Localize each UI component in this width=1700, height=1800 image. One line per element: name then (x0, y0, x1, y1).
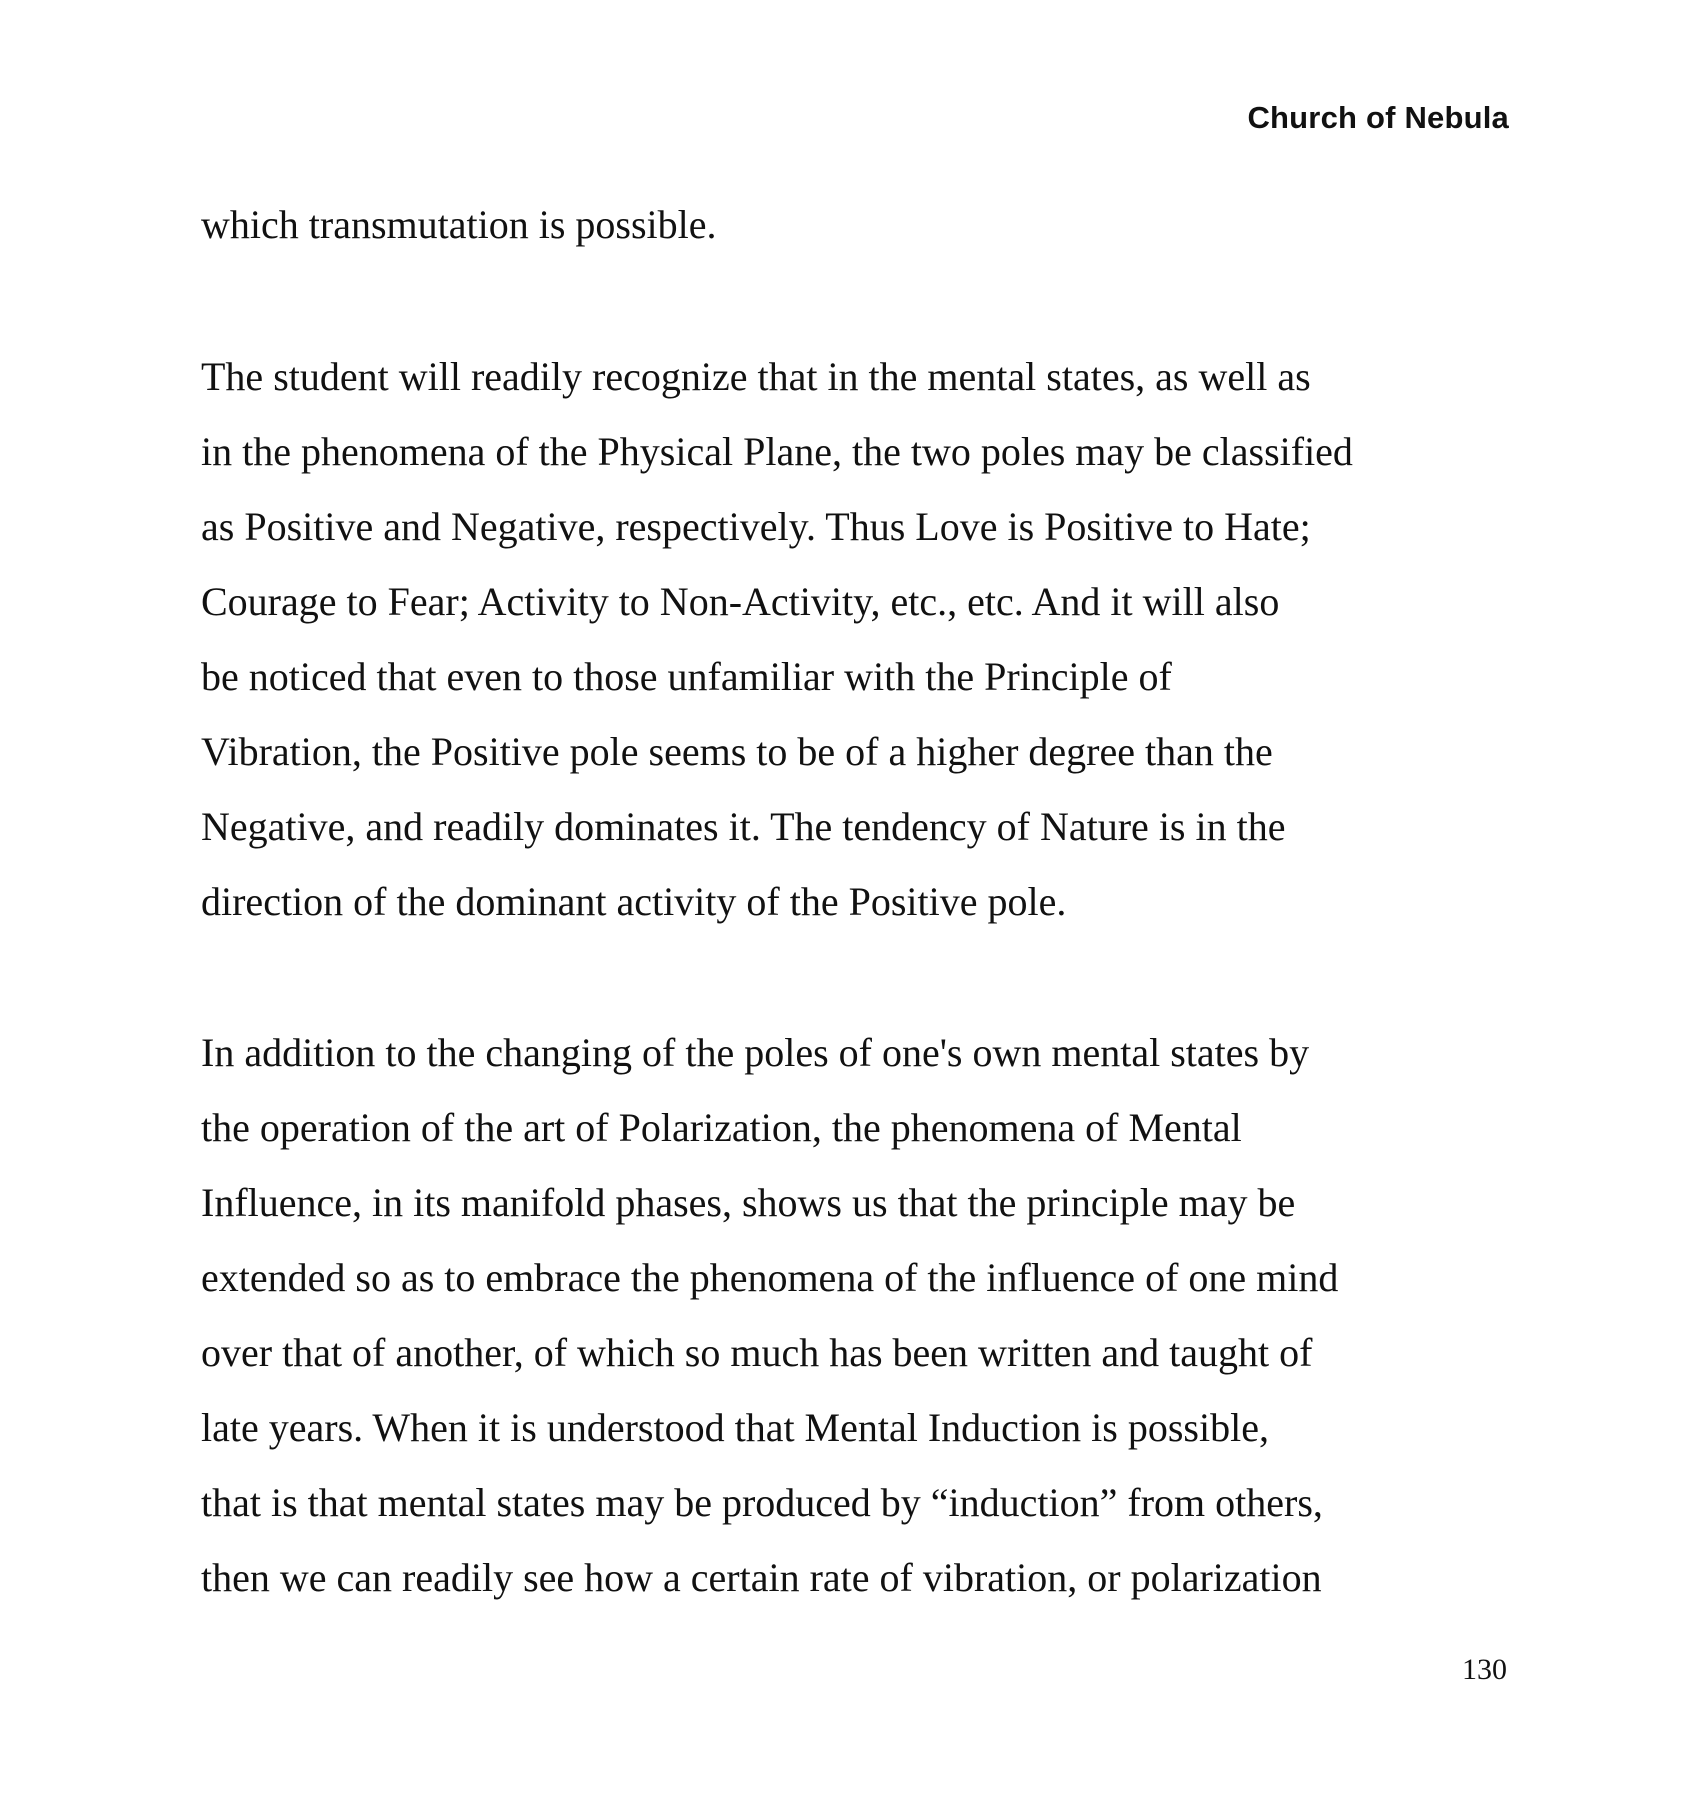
paragraph-continuation (201, 187, 1501, 262)
text-line: in the phenomena of the Physical Plane, the two poles may be classified (201, 429, 1353, 474)
text-line: In addition to the changing of the poles of one's own mental states by (201, 1030, 1310, 1075)
text-line: over that of another, of which so much has been written and taught of (201, 1330, 1313, 1375)
text-line: The student will readily recognize that in the mental states, as well as (201, 354, 1311, 399)
text-line: be noticed that even to those unfamiliar with the Principle of (201, 654, 1172, 699)
text-line: then we can readily see how a certain rate of vibration, or polarization (201, 1555, 1322, 1600)
text-line: which transmutation is possible. (201, 202, 717, 247)
text-line: that is that mental states may be produced by “induction” from others, (201, 1480, 1323, 1525)
text-line: Vibration, the Positive pole seems to be of a higher degree than the (201, 729, 1273, 774)
text-line: as Positive and Negative, respectively. Thus Love is Positive to Hate; (201, 504, 1311, 549)
page-number: 130 (1462, 1653, 1507, 1686)
text-line: Courage to Fear; Activity to Non-Activity, etc., etc. And it will also (201, 579, 1280, 624)
text-line: Influence, in its manifold phases, shows us that the principle may be (201, 1180, 1296, 1225)
running-header: Church of Nebula (1247, 100, 1509, 135)
text-line: the operation of the art of Polarization, the phenomena of Mental (201, 1105, 1242, 1150)
text-line: direction of the dominant activity of the Positive pole. (201, 879, 1067, 924)
text-line: Negative, and readily dominates it. The tendency of Nature is in the (201, 804, 1286, 849)
text-line: late years. When it is understood that Mental Induction is possible, (201, 1405, 1269, 1450)
paragraph-mental-influence (201, 1015, 1501, 1615)
paragraph-polarity (201, 339, 1501, 939)
text-line: extended so as to embrace the phenomena of the influence of one mind (201, 1255, 1339, 1300)
